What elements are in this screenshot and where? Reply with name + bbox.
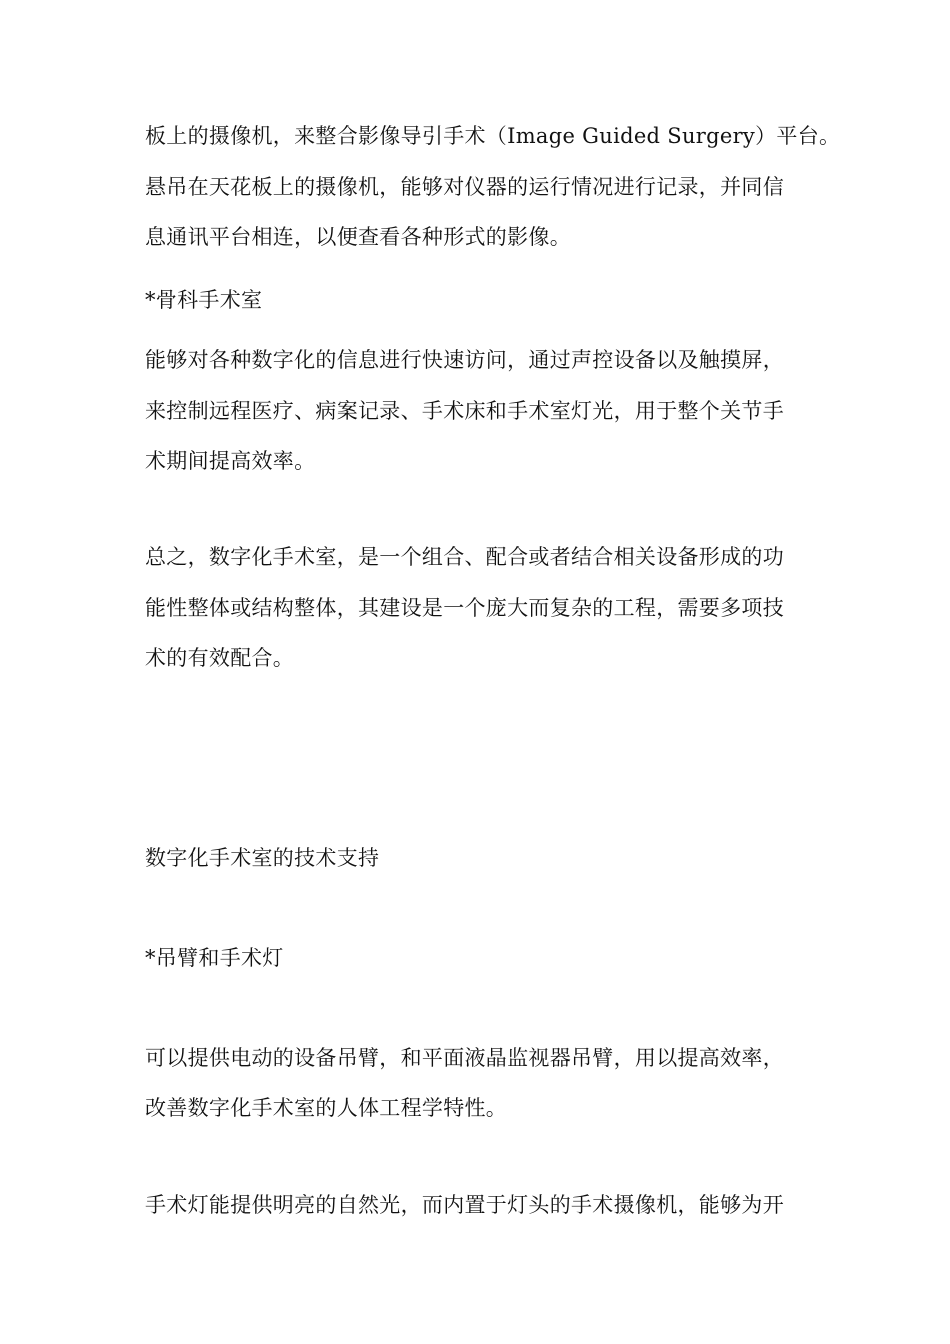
paragraph-line: 板上的摄像机，来整合影像导引手术（Image Guided Surgery）平台。 bbox=[145, 124, 841, 148]
paragraph-line: 总之，数字化手术室，是一个组合、配合或者结合相关设备形成的功 bbox=[145, 545, 784, 569]
subheading-boom-and-light: *吊臂和手术灯 bbox=[145, 946, 284, 970]
paragraph-line: 改善数字化手术室的人体工程学特性。 bbox=[145, 1096, 508, 1120]
section-title: 数字化手术室的技术支持 bbox=[145, 846, 380, 870]
paragraph-line: 息通讯平台相连，以便查看各种形式的影像。 bbox=[145, 225, 571, 249]
paragraph-line: 术的有效配合。 bbox=[145, 646, 295, 670]
paragraph-line: 术期间提高效率。 bbox=[145, 449, 316, 473]
paragraph-line: 可以提供电动的设备吊臂，和平面液晶监视器吊臂，用以提高效率， bbox=[145, 1046, 784, 1070]
paragraph-line: 能够对各种数字化的信息进行快速访问，通过声控设备以及触摸屏， bbox=[145, 348, 784, 372]
subheading-orthopedic-or: *骨科手术室 bbox=[145, 288, 263, 312]
paragraph-line: 悬吊在天花板上的摄像机，能够对仪器的运行情况进行记录，并同信 bbox=[145, 175, 784, 199]
paragraph-line: 手术灯能提供明亮的自然光，而内置于灯头的手术摄像机，能够为开 bbox=[145, 1193, 784, 1217]
paragraph-line: 能性整体或结构整体，其建设是一个庞大而复杂的工程，需要多项技 bbox=[145, 596, 784, 620]
paragraph-line: 来控制远程医疗、病案记录、手术床和手术室灯光，用于整个关节手 bbox=[145, 399, 784, 423]
